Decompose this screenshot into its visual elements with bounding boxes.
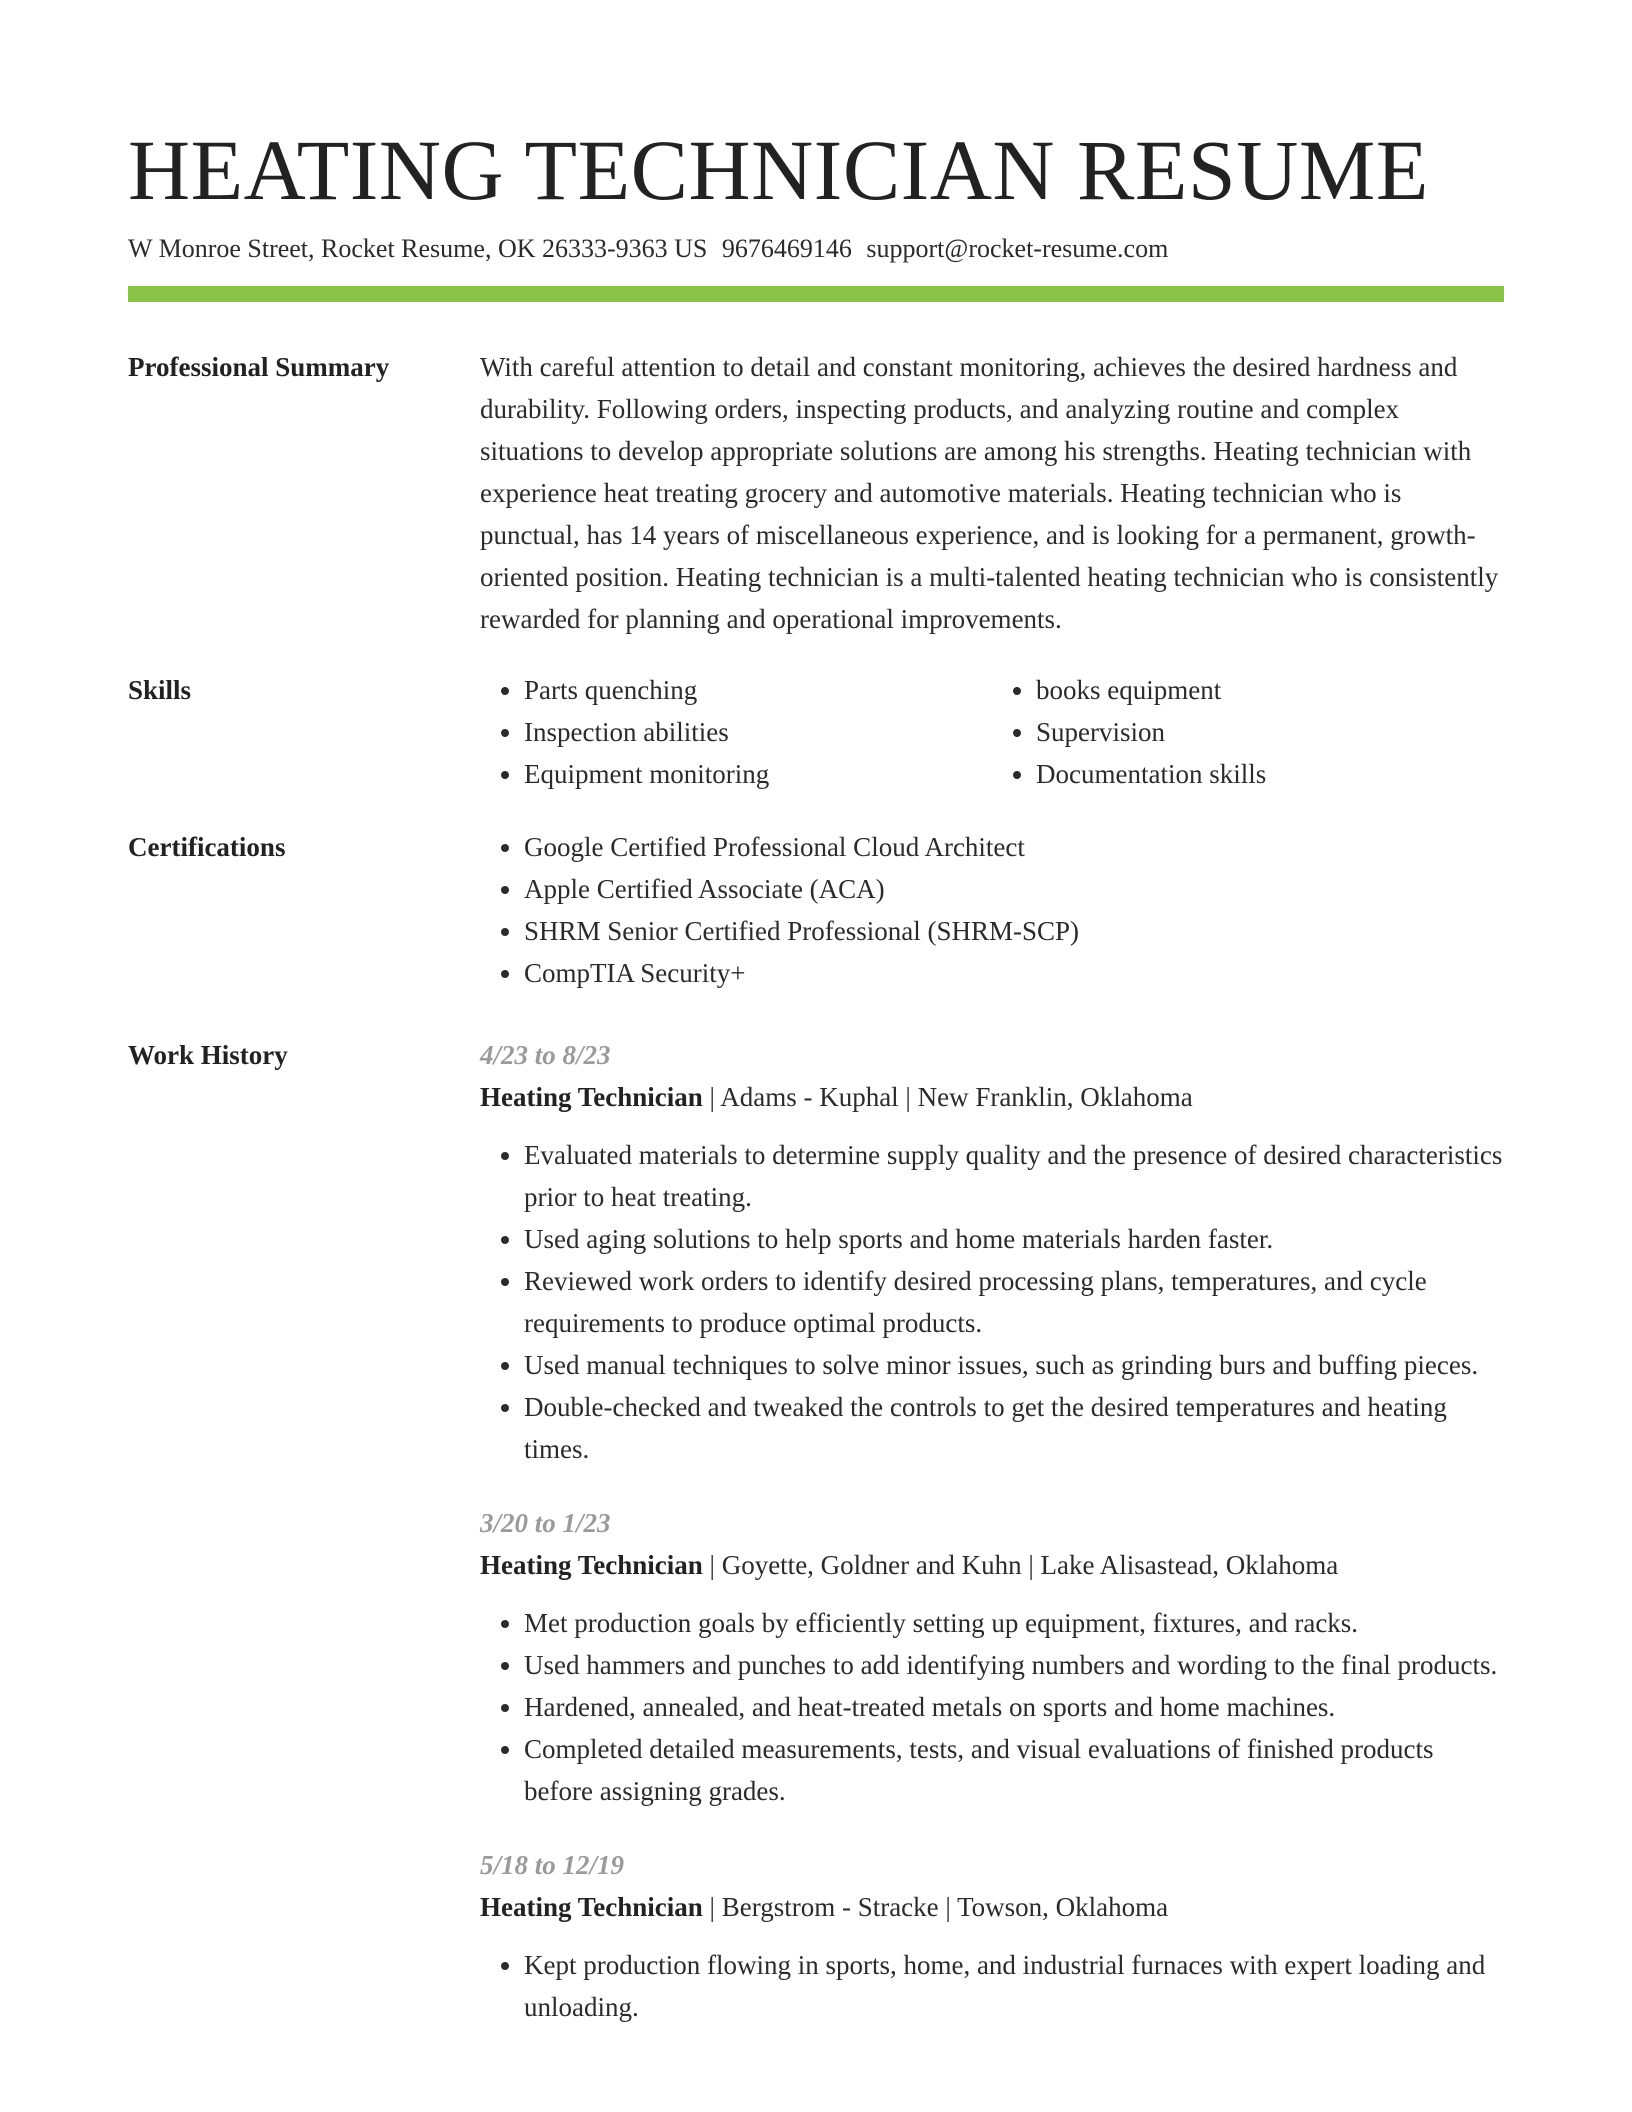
skill-item: • Documentation skills (1036, 753, 1504, 795)
contact-line (128, 232, 1168, 266)
job-bullet: • Completed detailed measurements, tests, and visual evaluations of finished products before assigning grades. (524, 1728, 1504, 1812)
job-bullets (480, 1944, 1504, 2028)
accent-divider (128, 286, 1504, 302)
skills-list-right (992, 669, 1504, 795)
job-dates: 5/18 to 12/19 (480, 1850, 625, 1880)
summary-body (480, 346, 1504, 640)
job-entry (480, 1034, 1504, 1470)
certification-item: • SHRM Senior Certified Professional (SHRM-SCP) (524, 910, 1504, 952)
job-details: | Bergstrom - Stracke | Towson, Oklahoma (702, 1892, 1169, 1922)
job-bullet: • Double-checked and tweaked the controls to get the desired temperatures and heating times. (524, 1386, 1504, 1470)
certification-item: • CompTIA Security+ (524, 952, 1504, 994)
email-text: support@rocket-resume.com (866, 234, 1169, 263)
job-bullets (480, 1602, 1504, 1812)
phone-text: 9676469146 (721, 234, 852, 263)
skill-item: • Inspection abilities (524, 711, 992, 753)
job-bullets (480, 1134, 1504, 1470)
skill-item: • Equipment monitoring (524, 753, 992, 795)
job-bullet: • Reviewed work orders to identify desired processing plans, temperatures, and cycle requirements to produce optimal products. (524, 1260, 1504, 1344)
certifications-body (480, 826, 1504, 994)
job-heading (480, 1544, 1504, 1586)
job-bullet: • Hardened, annealed, and heat-treated metals on sports and home machines. (524, 1686, 1504, 1728)
job-role: Heating Technician (480, 1892, 703, 1922)
job-details: | Goyette, Goldner and Kuhn | Lake Alisastead, Oklahoma (702, 1550, 1339, 1580)
job-heading (480, 1076, 1504, 1118)
address-text: W Monroe Street, Rocket Resume, OK 26333-9363 US (128, 234, 708, 263)
certification-item: • Apple Certified Associate (ACA) (524, 868, 1504, 910)
certifications-list (480, 826, 1504, 994)
job-entry (480, 1502, 1504, 1812)
skills-list-left (480, 669, 992, 795)
job-role: Heating Technician (480, 1550, 703, 1580)
skill-item: • books equipment (1036, 669, 1504, 711)
skills-label: Skills (128, 675, 192, 705)
skills-body (480, 669, 1504, 795)
work-history-body (480, 1034, 1504, 2060)
work-history-label: Work History (128, 1040, 288, 1070)
job-bullet: • Used manual techniques to solve minor issues, such as grinding burs and buffing pieces. (524, 1344, 1504, 1386)
skill-item: • Supervision (1036, 711, 1504, 753)
job-bullet: • Met production goals by efficiently setting up equipment, fixtures, and racks. (524, 1602, 1504, 1644)
job-entry (480, 1844, 1504, 2028)
skills-columns (480, 669, 1504, 795)
job-bullet: • Used aging solutions to help sports and home materials harden faster. (524, 1218, 1504, 1260)
certifications-label: Certifications (128, 832, 286, 862)
summary-label: Professional Summary (128, 352, 390, 382)
job-bullet: • Kept production flowing in sports, home, and industrial furnaces with expert loading and unloading. (524, 1944, 1504, 2028)
summary-text: With careful attention to detail and constant monitoring, achieves the desired hardness and durability. Following orders, inspecting products, and analyzing routine and complex situations to develop appropriate solutions are among his strengths. Heating technician with experience heat treating grocery and automotive materials. Heating technician who is punctual, has 14 years of miscellaneous experience, and is looking for a permanent, growth-oriented position. Heating technician is a multi-talented heating technician who is consistently rewarded for planning and operational improvements. (480, 352, 1499, 634)
job-role: Heating Technician (480, 1082, 703, 1112)
job-bullet: • Used hammers and punches to add identifying numbers and wording to the final products. (524, 1644, 1504, 1686)
job-details: | Adams - Kuphal | New Franklin, Oklahoma (702, 1082, 1193, 1112)
job-dates: 3/20 to 1/23 (480, 1508, 611, 1538)
job-dates: 4/23 to 8/23 (480, 1040, 611, 1070)
job-heading (480, 1886, 1504, 1928)
skill-item: • Parts quenching (524, 669, 992, 711)
job-bullet: • Evaluated materials to determine supply quality and the presence of desired characteristics prior to heat treating. (524, 1134, 1504, 1218)
certification-item: • Google Certified Professional Cloud Architect (524, 826, 1504, 868)
resume-title: HEATING TECHNICIAN RESUME (128, 122, 1429, 218)
